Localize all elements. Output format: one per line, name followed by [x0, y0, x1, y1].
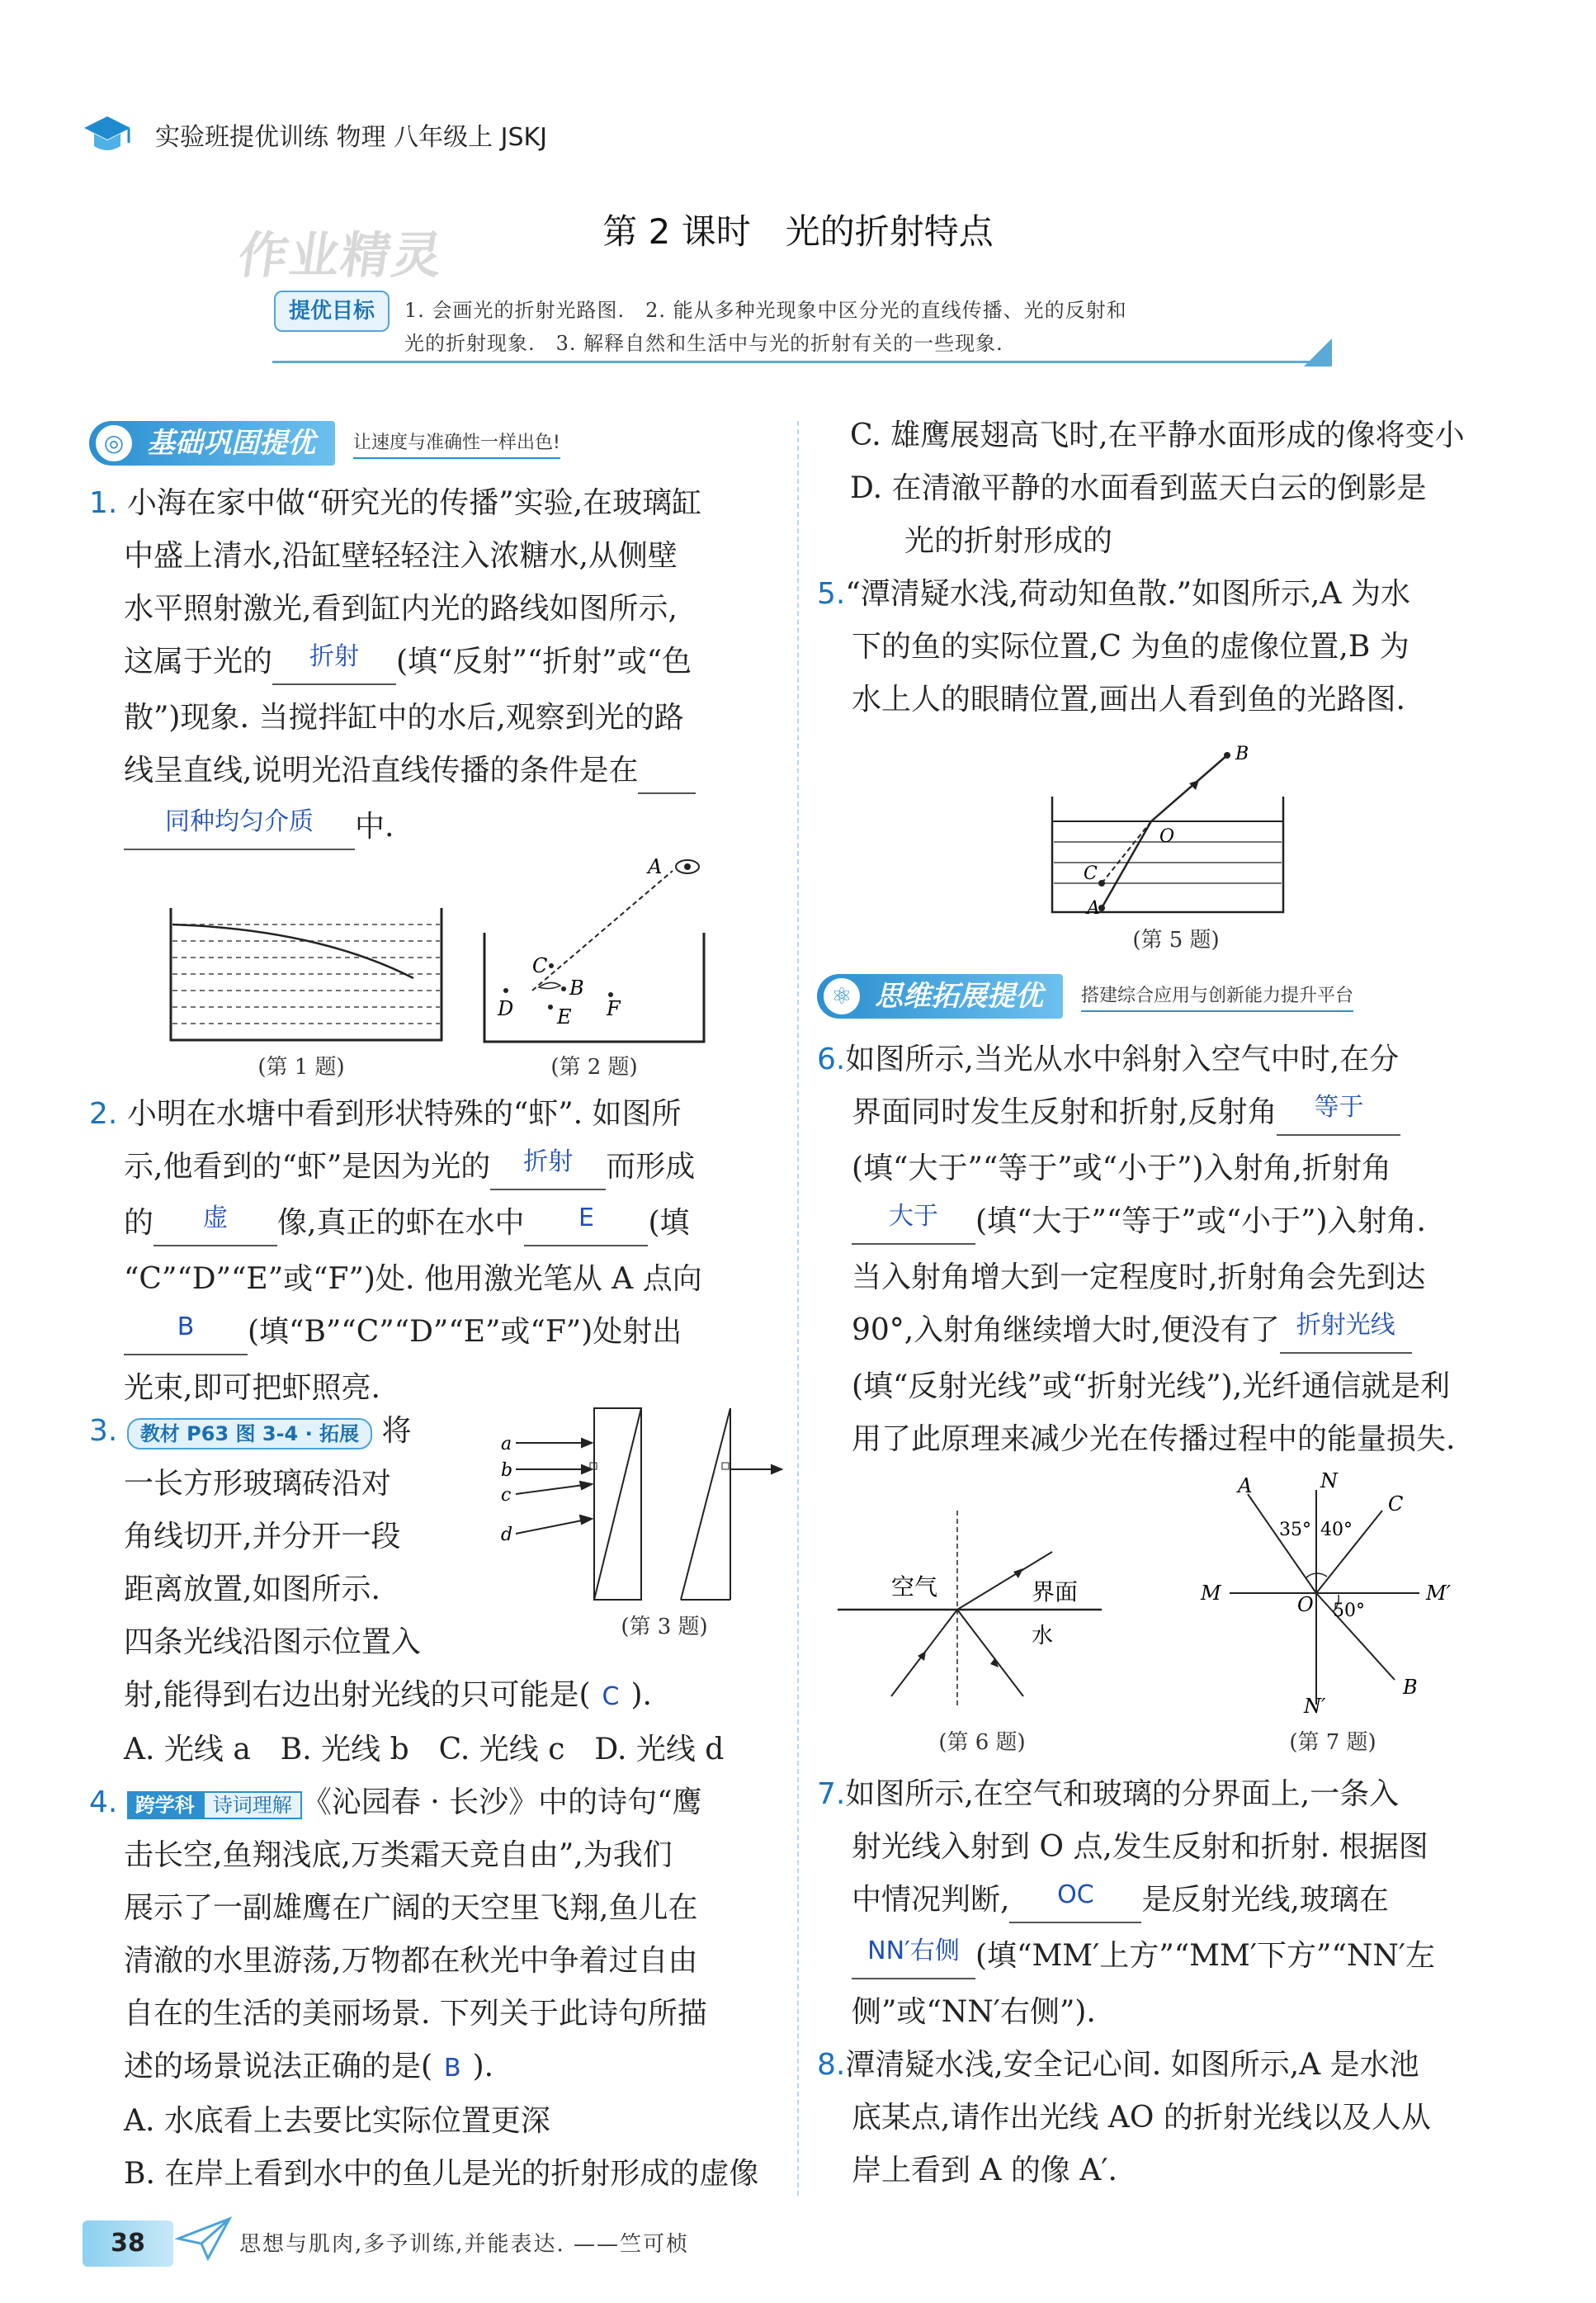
fig7-label-o: O	[1297, 1593, 1314, 1616]
fig2-label-b: B	[569, 977, 584, 1000]
q2-line: 示,他看到的“虾”是因为光的	[124, 1150, 491, 1184]
q1-number: 1.	[89, 486, 118, 520]
fig3-label-d: d	[501, 1525, 513, 1545]
q7-line: 射光线入射到 O 点,发生反射和折射. 根据图	[852, 1830, 1428, 1864]
q1-line: 水平照射激光,看到缸内光的路线如图所示,	[124, 592, 678, 626]
corner-triangle-icon	[1296, 338, 1332, 366]
question-4-continued	[850, 409, 1535, 568]
section-basic-subtitle: 让速度与准确性一样出色!	[353, 428, 560, 459]
q3-number: 3.	[89, 1414, 118, 1448]
question-1	[89, 477, 782, 857]
q5-line: 水上人的眼睛位置,画出人看到鱼的光路图.	[852, 683, 1405, 716]
fig7-label-n: N	[1320, 1469, 1338, 1492]
q3-line: 射,能得到右边出射光线的只可能是(	[124, 1678, 591, 1712]
q7-answer-1: OC	[1009, 1869, 1141, 1923]
q5-line: 下的鱼的实际位置,C 为鱼的虚像位置,B 为	[852, 630, 1409, 664]
fig2-label-c: C	[532, 954, 548, 977]
fig6-label-air: 空气	[891, 1573, 938, 1601]
q6-answer-3: 折射光线	[1280, 1299, 1412, 1354]
q1-line: 中.	[355, 810, 394, 844]
q2-answer-3: E	[524, 1192, 648, 1246]
q4-line: 《沁园春 · 长沙》中的诗句“鹰	[301, 1785, 702, 1819]
section-extension-title: ⚛ 思维拓展提优	[817, 974, 1063, 1019]
goal-line-1: 1. 会画光的折射光路图. 2. 能从多种光现象中区分光的直线传播、光的反射和	[404, 299, 1127, 322]
lesson-title: 第 2 课时 光的折射特点	[602, 211, 994, 252]
fig2-label-a: A	[648, 855, 663, 878]
q7-line: 侧”或“NN′右侧”).	[852, 1995, 1096, 2029]
column-divider	[797, 421, 799, 2196]
goal-line-2: 光的折射现象. 3. 解释自然和生活中与光的折射有关的一些现象.	[404, 332, 1003, 355]
q3-line: ).	[630, 1678, 652, 1712]
q4-option-b: B. 在岸上看到水中的鱼儿是光的折射形成的虚像	[124, 2157, 759, 2191]
figure-1-caption: (第 1 题)	[257, 1055, 345, 1080]
q4-line: 清澈的水里游荡,万物都在秋光中争着过自由	[124, 1944, 698, 1978]
q7-answer-2: NN′右侧	[852, 1925, 975, 1979]
q2-line: 而形成	[606, 1150, 696, 1184]
goal-text	[404, 294, 1320, 360]
q4-tag-poetry: 诗词理解	[203, 1791, 302, 1819]
q3-options: A. 光线 a B. 光线 b C. 光线 c D. 光线 d	[124, 1733, 725, 1766]
fig7-label-b: B	[1403, 1676, 1418, 1699]
fig6-label-water: 水	[1032, 1624, 1054, 1648]
q7-line: (填“MM′上方”“MM′下方”“NN′左	[975, 1939, 1436, 1973]
q3-answer: C	[602, 1682, 620, 1711]
section-basic-title: ◎ 基础巩固提优	[89, 421, 335, 466]
q6-line: (填“反射光线”或“折射光线”),光纤通信就是利	[852, 1369, 1451, 1403]
fig3-label-b: b	[501, 1460, 513, 1481]
q3-line: 四条光线沿图示位置入	[124, 1625, 422, 1659]
fig2-label-e: E	[557, 1005, 572, 1029]
fig7-angle-40: 40°	[1320, 1520, 1353, 1540]
q6-answer-2: 大于	[852, 1190, 975, 1245]
fig7-angle-50: 50°	[1333, 1601, 1365, 1621]
q6-line: 当入射角增大到一定程度时,折射角会先到达	[852, 1260, 1426, 1294]
question-4	[89, 1776, 782, 2201]
q7-line: 中情况判断,	[852, 1883, 1010, 1917]
question-6	[817, 1033, 1518, 1466]
fig7-angle-35: 35°	[1279, 1520, 1311, 1540]
question-5	[817, 568, 1518, 726]
q2-line: 小明在水塘中看到形状特殊的“虾”. 如图所	[126, 1097, 682, 1131]
figure-3-caption: (第 3 题)	[621, 1615, 708, 1639]
q4-option-d-cont: 光的折射形成的	[904, 524, 1113, 558]
q1-line: 中盛上清水,沿缸壁轻轻注入浓糖水,从侧壁	[124, 539, 678, 573]
fig7-label-c: C	[1388, 1492, 1404, 1516]
q6-answer-1: 等于	[1277, 1081, 1400, 1136]
q3-line: 一长方形玻璃砖沿对	[124, 1467, 392, 1501]
q6-line: (填“大于”“等于”或“小于”)入射角.	[975, 1204, 1426, 1238]
page-number: 38	[83, 2220, 173, 2267]
q8-line: 岸上看到 A 的像 A′.	[852, 2154, 1117, 2187]
q5-number: 5.	[817, 577, 846, 611]
q2-line: (填“B”“C”“D”“E”或“F”)处射出	[248, 1315, 682, 1349]
q4-option-d: D. 在清澈平静的水面看到蓝天白云的倒影是	[850, 471, 1427, 505]
figure-1	[169, 900, 450, 1048]
footer-quote: 思想与肌肉,多予训练,并能表达. ——竺可桢	[239, 2232, 690, 2257]
fig5-label-o: O	[1159, 826, 1175, 847]
q1-blank	[638, 740, 696, 794]
q4-line: 自在的生活的美丽场景. 下列关于此诗句所描	[124, 1997, 707, 2031]
q5-line: “潭清疑水浅,荷动知鱼散.”如图所示,A 为水	[845, 577, 1410, 611]
q7-number: 7.	[817, 1777, 846, 1811]
q4-line: 述的场景说法正确的是(	[124, 2050, 433, 2083]
fig5-label-a: A	[1087, 898, 1100, 919]
q3-textbook-tag: 教材 P63 图 3-4 · 拓展	[127, 1418, 372, 1449]
figure-5-caption: (第 5 题)	[1132, 928, 1220, 953]
fig7-label-m: M	[1201, 1582, 1221, 1605]
q1-line: 线呈直线,说明光沿直线传播的条件是在	[124, 754, 639, 787]
q3-line: 距离放置,如图所示.	[124, 1572, 380, 1606]
q8-line: 潭清疑水浅,安全记心间. 如图所示,A 是水池	[845, 2048, 1419, 2082]
laser-path	[172, 925, 413, 978]
fig7-label-n-prime: N′	[1304, 1695, 1326, 1717]
shrimp-icon	[539, 982, 560, 988]
q6-line: 如图所示,当光从水中斜射入空气中时,在分	[845, 1043, 1400, 1076]
section-extension	[817, 974, 1353, 1019]
eye-icon	[676, 860, 699, 873]
goal-badge: 提优目标	[274, 291, 390, 332]
q4-tag-cross-subject: 跨学科	[127, 1791, 203, 1819]
figure-7-caption: (第 7 题)	[1289, 1730, 1376, 1755]
q2-answer-2: 虚	[153, 1192, 277, 1246]
q2-line: 像,真正的虾在水中	[277, 1206, 525, 1240]
q2-line: (填	[648, 1206, 690, 1240]
fig7-label-a: A	[1238, 1474, 1253, 1497]
q6-line: (填“大于”“等于”或“小于”)入射角,折射角	[852, 1152, 1391, 1185]
q8-number: 8.	[817, 2048, 846, 2082]
figure-2	[475, 850, 722, 1048]
q3-line: 将	[381, 1414, 412, 1448]
q1-line: 小海在家中做“研究光的传播”实验,在玻璃缸	[126, 486, 702, 520]
fig6-label-interface: 界面	[1032, 1578, 1079, 1605]
q1-line: (填“反射”“折射”或“色	[396, 645, 692, 679]
q1-answer-1: 折射	[272, 631, 396, 685]
q1-line: 这属于光的	[124, 645, 273, 679]
q4-answer: B	[444, 2054, 461, 2083]
figure-2-caption: (第 2 题)	[550, 1055, 638, 1080]
q6-number: 6.	[817, 1043, 846, 1076]
q4-line: 展示了一副雄鹰在广阔的天空里飞翔,鱼儿在	[124, 1891, 698, 1925]
fig7-label-m-prime: M′	[1426, 1582, 1452, 1605]
q2-line: 光束,即可把虾照亮.	[124, 1371, 380, 1405]
q7-line: 如图所示,在空气和玻璃的分界面上,一条入	[845, 1777, 1400, 1811]
figure-3	[491, 1403, 788, 1610]
question-8	[817, 2039, 1518, 2197]
q6-line: 90°,入射角继续增大时,便没有了	[852, 1313, 1280, 1347]
watermark: 作业精灵	[234, 227, 448, 285]
target-icon: ◎	[96, 425, 132, 461]
atom-icon: ⚛	[824, 978, 860, 1014]
fig2-label-f: F	[607, 997, 621, 1020]
q1-answer-2: 同种均匀介质	[124, 796, 355, 850]
q7-line: 是反射光线,玻璃在	[1141, 1883, 1389, 1917]
figure-6	[833, 1502, 1114, 1717]
graduation-cap-icon	[83, 111, 132, 158]
figure-5	[1044, 739, 1308, 920]
q3-line: 角线切开,并分开一段	[124, 1520, 401, 1553]
q6-line: 界面同时发生反射和折射,反射角	[852, 1095, 1277, 1129]
fig5-label-b: B	[1235, 744, 1249, 764]
q8-line: 底某点,请作出光线 AO 的折射光线以及人从	[852, 2101, 1431, 2135]
q4-line: ).	[472, 2050, 494, 2083]
q2-line: 的	[124, 1206, 154, 1240]
fig2-label-d: D	[498, 997, 514, 1020]
q4-number: 4.	[89, 1785, 118, 1819]
question-2	[89, 1088, 782, 1415]
question-7	[817, 1768, 1518, 2039]
page-header	[83, 107, 547, 162]
section-extension-subtitle: 搭建综合应用与创新能力提升平台	[1081, 981, 1353, 1012]
q2-answer-4: B	[124, 1301, 248, 1355]
fig3-label-a: a	[501, 1434, 512, 1454]
figure-7	[1197, 1469, 1469, 1717]
book-title: 实验班提优训练 物理 八年级上 JSKJ	[155, 123, 548, 152]
q4-line: 击长空,鱼翔浅底,万类霜天竞自由”,为我们	[124, 1838, 673, 1872]
figure-6-caption: (第 6 题)	[938, 1730, 1026, 1755]
q2-number: 2.	[89, 1097, 118, 1131]
fig3-label-c: c	[501, 1485, 512, 1506]
paper-plane-icon	[175, 2214, 233, 2263]
q2-line: “C”“D”“E”或“F”)处. 他用激光笔从 A 点向	[124, 1262, 702, 1296]
q4-option-c: C. 雄鹰展翅高飞时,在平静水面形成的像将变小	[850, 419, 1465, 452]
q6-line: 用了此原理来减少光在传播过程中的能量损失.	[852, 1422, 1456, 1456]
section-basic	[89, 421, 560, 466]
q4-option-a: A. 水底看上去要比实际位置更深	[124, 2104, 550, 2138]
fig5-label-c: C	[1084, 863, 1098, 884]
q2-answer-1: 折射	[490, 1136, 606, 1190]
q1-line: 散”)现象. 当搅拌缸中的水后,观察到光的路	[124, 701, 684, 735]
